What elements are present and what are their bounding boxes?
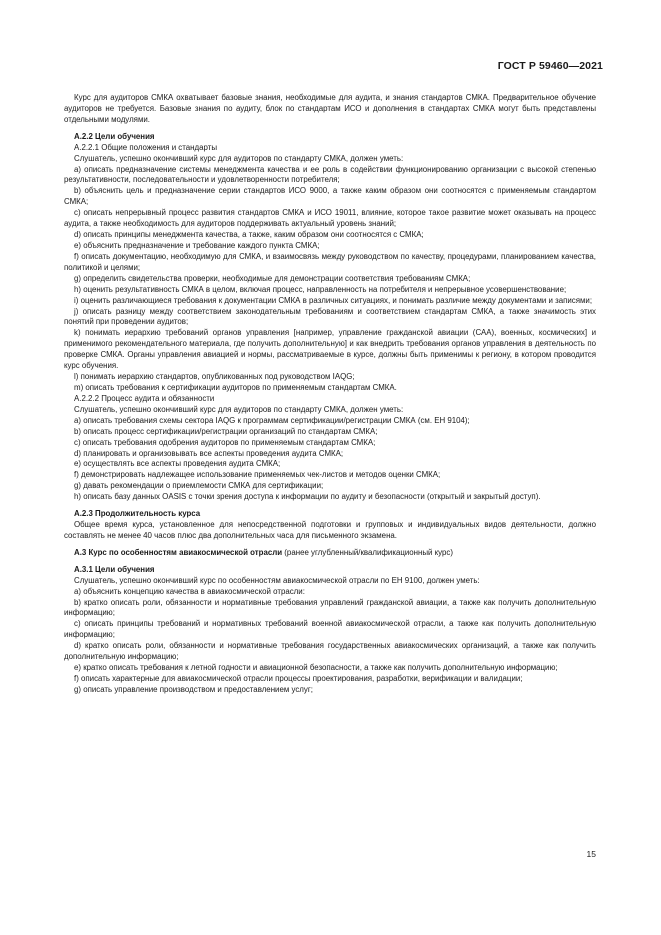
paragraph: [64, 394, 596, 405]
section-heading: А.3 Курс по особенностям авиакосмической отрасли: [74, 547, 283, 557]
paragraph: [64, 438, 596, 449]
paragraph: [64, 470, 596, 481]
paragraph-text: d) планировать и организовывать все аспекты проведения аудита СМКА;: [74, 448, 344, 458]
paragraph-text: А.2.2.1 Общие положения и стандарты: [74, 142, 218, 152]
paragraph: [64, 186, 596, 208]
paragraph: [64, 576, 596, 587]
paragraph-text: a) объяснить концепцию качества в авиакосмической отрасли:: [74, 586, 305, 596]
paragraph: [64, 405, 596, 416]
paragraph: [64, 307, 596, 329]
paragraph: [64, 252, 596, 274]
paragraph: [64, 383, 596, 394]
paragraph: [64, 663, 596, 674]
section-heading: А.3.1 Цели обучения: [74, 564, 155, 574]
paragraph-text: l) понимать иерархию стандартов, опубликованных под руководством IAQG;: [74, 372, 355, 382]
paragraph-text: g) описать управление производством и предоставлением услуг;: [74, 684, 313, 694]
paragraph-text: a) описать требования схемы сектора IAQG к программам сертификации/регистрации СМКА (см. ЕН 9104);: [74, 415, 470, 425]
paragraph-text: А.2.2.2 Процесс аудита и обязанности: [74, 393, 215, 403]
paragraph: [64, 641, 596, 663]
paragraph-text: c) описать непрерывный процесс развития стандартов СМКА и ИСО 19011, влияние, которое такое развитие может оказывать на процесс аудита, а также необходимость для аудиторов поддерживать актуальный уровень знаний;: [64, 208, 596, 229]
paragraph: [64, 565, 596, 576]
paragraph: [64, 274, 596, 285]
paragraph-text: k) понимать иерархию требований органов управления [например, управление гражданской авиации (САА), военных, космических] и применимого рекомендательного материала, где получить дополнительную] и как внедрить требования органов управления в деятельность по проверке СМКА. Органы управления авиацией и нормы, рассматриваемые в курсе, должны быть применимы к региону, в котором проводится курс обучения.: [64, 328, 596, 371]
paragraph-text: Слушатель, успешно окончивший курс по особенностям авиакосмической отрасли по ЕН 9100, должен уметь:: [74, 575, 480, 585]
paragraph-text: i) оценить различающиеся требования к документации СМКА в различных ситуациях, и понимать различие между документами и записями;: [74, 295, 593, 305]
paragraph: [64, 548, 596, 559]
paragraph-text: b) кратко описать роли, обязанности и нормативные требования управлений гражданской авиации, а также как получить дополнительную информацию;: [64, 597, 596, 618]
paragraph-text: f) демонстрировать надлежащее использование применяемых чек-листов и методов оценки СМКА;: [74, 470, 441, 480]
paragraph-text: (ранее углубленный/квалификационный курс): [282, 547, 453, 557]
paragraph: [64, 143, 596, 154]
paragraph-text: Слушатель, успешно окончивший курс для аудиторов по стандарту СМКА, должен уметь:: [74, 153, 404, 163]
paragraph: [64, 285, 596, 296]
paragraph: [64, 619, 596, 641]
paragraph-text: Общее время курса, установленное для непосредственной подготовки и групповых и индивидуальных видов деятельности, должно составлять не менее 40 часов плюс два дополнительных часа для письменного экзамена.: [64, 520, 596, 540]
paragraph-text: e) осуществлять все аспекты проведения аудита СМКА;: [74, 459, 281, 469]
paragraph: [64, 598, 596, 620]
paragraph-text: d) описать принципы менеджмента качества, а также, каким образом они соотносятся с СМКА;: [74, 230, 424, 240]
paragraph: [64, 492, 596, 503]
paragraph: [64, 520, 596, 542]
paragraph-text: e) кратко описать требования к летной годности и авиационной безопасности, а также как получить дополнительную информацию;: [74, 663, 558, 673]
paragraph-text: c) описать принципы требований и нормативных требований военной авиакосмической отрасли, а также как получить дополнительную информацию;: [64, 619, 596, 640]
paragraph: [64, 427, 596, 438]
paragraph: [64, 208, 596, 230]
page-number: 15: [586, 849, 596, 859]
paragraph: [64, 93, 596, 126]
paragraph: [64, 328, 596, 372]
paragraph-text: b) описать процесс сертификации/регистрации организаций по стандартам СМКА;: [74, 426, 378, 436]
section-heading: А.2.2 Цели обучения: [74, 131, 155, 141]
paragraph-text: f) описать документацию, необходимую для СМКА, и взаимосвязь между руководством по качеству, процедурами, планированием качества, политикой и целями;: [64, 251, 596, 272]
paragraph: [64, 165, 596, 187]
paragraph: [64, 241, 596, 252]
paragraph-text: a) описать предназначение системы менеджмента качества и ее роль в содействии функционированию организации с высокой степенью результативности, последовательности и удовлетворенности потребителя;: [64, 164, 596, 185]
paragraph: [64, 372, 596, 383]
paragraph-text: b) объяснить цель и предназначение серии стандартов ИСО 9000, а также каким образом они соотносятся с применяемым стандартом СМКА;: [64, 186, 596, 207]
paragraph-text: Курс для аудиторов СМКА охватывает базовые знания, необходимые для аудита, и знания стандартов СМКА. Предварительное обучение аудиторов не требуется. Базовые знания по аудиту, блок по стандартам ИСО и дополнения в стандартах СМКА могут быть представлены отдельными модулями.: [64, 93, 596, 124]
paragraph: [64, 481, 596, 492]
paragraph: [64, 587, 596, 598]
paragraph-text: g) давать рекомендации о приемлемости СМКА для сертификации;: [74, 481, 324, 491]
document-body: [64, 93, 596, 696]
paragraph: [64, 674, 596, 685]
paragraph-text: g) определить свидетельства проверки, необходимые для демонстрации соответствия требованиям СМКА;: [74, 273, 471, 283]
paragraph: [64, 509, 596, 520]
paragraph-text: d) кратко описать роли, обязанности и нормативные требования государственных авиакосмических организаций, а также как получить дополнительную информацию;: [64, 641, 596, 662]
paragraph: [64, 449, 596, 460]
paragraph-text: j) описать разницу между соответствием законодательным требованиям и соответствием стандартам СМКА, а также значимость этих понятий при проведении аудитов;: [64, 306, 596, 327]
paragraph-text: h) оценить результативность СМКА в целом, включая процесс, направленность на потребителя и непрерывное усовершенствование;: [74, 284, 567, 294]
paragraph: [64, 296, 596, 307]
paragraph-text: Слушатель, успешно окончивший курс для аудиторов по стандарту СМКА, должен уметь:: [74, 404, 404, 414]
paragraph-text: e) объяснить предназначение и требование каждого пункта СМКА;: [74, 240, 320, 250]
document-code: ГОСТ Р 59460—2021: [497, 60, 603, 72]
paragraph-text: c) описать требования одобрения аудиторов по применяемым стандартам СМКА;: [74, 437, 376, 447]
paragraph: [64, 416, 596, 427]
paragraph-text: m) описать требования к сертификации аудиторов по применяемым стандартам СМКА.: [74, 382, 397, 392]
paragraph: [64, 459, 596, 470]
section-heading: А.2.3 Продолжительность курса: [74, 509, 201, 519]
paragraph-text: h) описать базу данных OASIS с точки зрения доступа к информации по аудиту и безопасности (открытый и закрытый доступ).: [74, 492, 541, 502]
paragraph-text: f) описать характерные для авиакосмической отрасли процессы проектирования, разработки, верификации и валидации;: [74, 674, 523, 684]
paragraph: [64, 132, 596, 143]
paragraph: [64, 685, 596, 696]
paragraph: [64, 154, 596, 165]
paragraph: [64, 230, 596, 241]
